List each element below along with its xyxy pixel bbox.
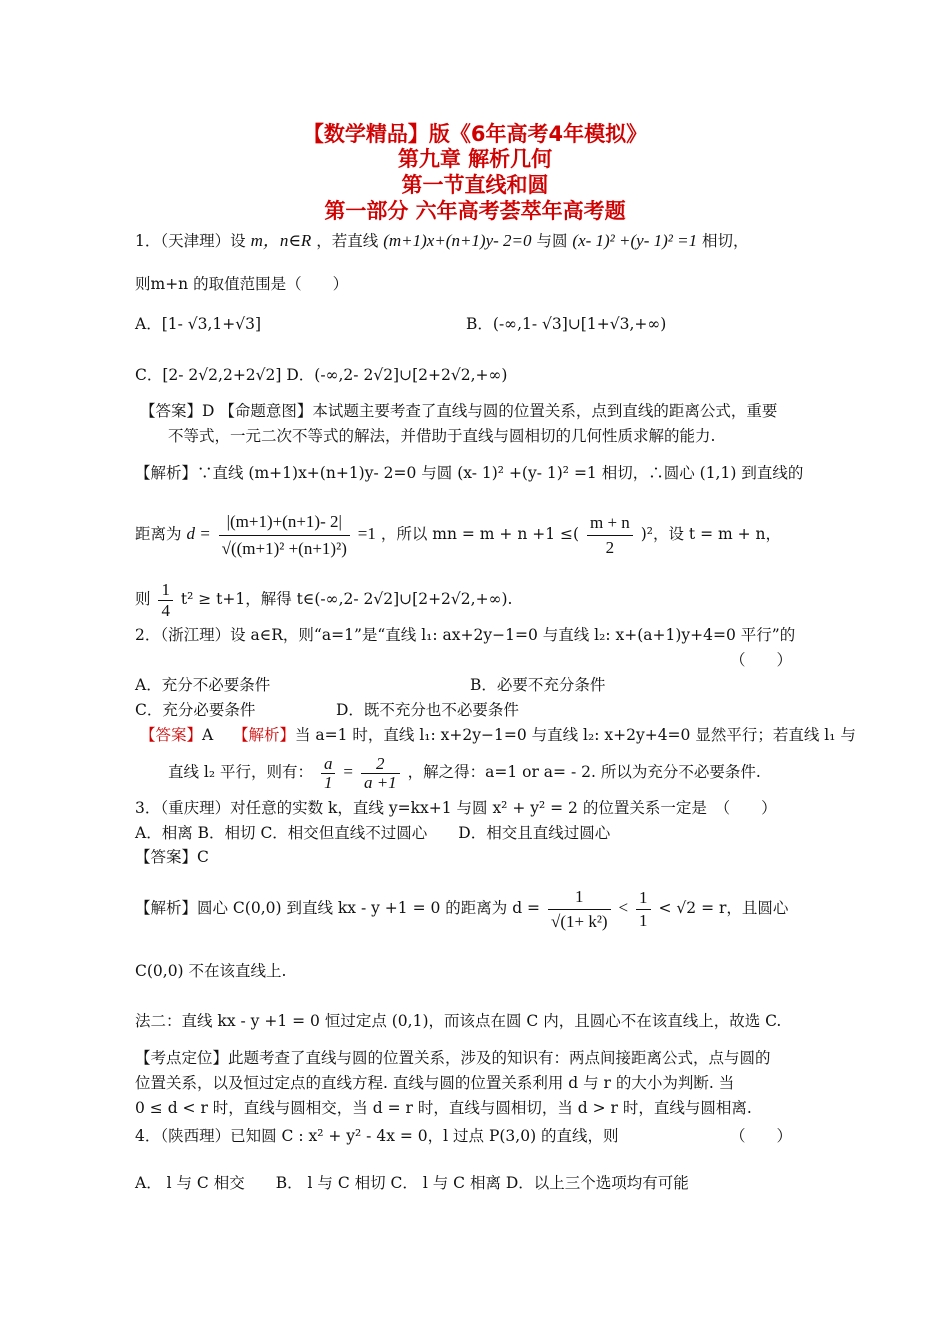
title-line-1: 【数学精品】版《6年高考4年模拟》 bbox=[302, 122, 648, 146]
q2-stem: 2．（浙江理）设 a∈R，则“a=1”是“直线 l₁: ax+2y−1=0 与直线 l₂: x+(a+1)y+4=0 平行”的 bbox=[135, 626, 796, 644]
q2-answer-tag: 【答案】 bbox=[140, 726, 203, 744]
fraction-denominator: 1 bbox=[323, 772, 333, 792]
q1-stem bbox=[135, 230, 749, 252]
q2-option-b: B．必要不充分条件 bbox=[470, 676, 606, 694]
q3-analysis1a: 【解析】圆心 C(0,0) 到直线 kx - y +1 = 0 的距离为 d = bbox=[135, 899, 541, 917]
q3-answer: 【答案】C bbox=[135, 848, 209, 866]
q1-line2: 则m+n 的取值范围是（ ） bbox=[135, 275, 349, 293]
q4-stem: 4．（陕西理）已知圆 C : x² + y² - 4x = 0，l 过点 P(3,0) 的直线，则 bbox=[135, 1127, 619, 1145]
q1-set-t: )²，设 t = m + n， bbox=[640, 525, 782, 543]
q1-half-fraction bbox=[587, 511, 633, 560]
q2-answer-line bbox=[140, 724, 856, 746]
fraction-numerator: 2 bbox=[361, 755, 400, 774]
fraction-numerator: 1 bbox=[636, 887, 651, 910]
q3-analysis-line2: C(0,0) 不在该直线上. bbox=[135, 962, 287, 980]
q2-option-a: A．充分不必要条件 bbox=[135, 676, 271, 694]
q3-method2: 法二：直线 kx - y +1 = 0 恒过定点 (0,1)，而该点在圆 C 内，且圆心不在该直线上，故选 C. bbox=[135, 1012, 782, 1030]
fraction-numerator: 1 bbox=[548, 885, 611, 910]
math-lt: < bbox=[618, 898, 629, 917]
q2-analysis2a: 直线 l₂ 平行，则有： bbox=[168, 763, 314, 781]
q2-answer-value: A bbox=[202, 726, 214, 744]
q1-option-a: A．[1- √3,1+√3] bbox=[135, 315, 262, 333]
q1-answer-line1: 【答案】D 【命题意图】本试题主要考查了直线与圆的位置关系，点到直线的距离公式，重要 bbox=[140, 402, 778, 420]
q3-options: A．相离 B．相切 C．相交但直线不过圆心 D．相交且直线过圆心 bbox=[135, 824, 611, 842]
q2-fraction-a bbox=[321, 755, 336, 792]
title-line-3: 第一节直线和圆 bbox=[401, 173, 549, 197]
q3-keypoint-line1: 【考点定位】此题考查了直线与圆的位置关系，涉及的知识有：两点间接距离公式，点与圆的 bbox=[135, 1049, 771, 1067]
q3-stem: 3．（重庆理）对任意的实数 k，直线 y=kx+1 与圆 x² + y² = 2 的位置关系一定是 （ ） bbox=[135, 799, 777, 817]
q2-analysis-tag: 【解析】 bbox=[232, 726, 295, 744]
fraction-denominator: √((m+1)² +(n+1)²) bbox=[221, 538, 347, 558]
q2-fraction-b bbox=[361, 755, 400, 792]
q1-stem-c: 与圆 bbox=[536, 232, 568, 250]
q1-stem-b: ，若直线 bbox=[316, 232, 379, 250]
q1-analysis-line1: 【解析】∵直线 (m+1)x+(n+1)y- 2=0 与圆 (x- 1)² +(y- 1)² =1 相切，∴圆心 (1,1) 到直线的 bbox=[135, 464, 804, 482]
fraction-numerator: m + n bbox=[587, 511, 633, 536]
q1-analysis-line2 bbox=[135, 506, 781, 562]
q4-paren: （ ） bbox=[730, 1127, 793, 1145]
q1-answer-line2: 不等式，一元二次不等式的解法，并借助于直线与圆相切的几何性质求解的能力. bbox=[168, 427, 716, 445]
q2-option-c: C．充分必要条件 bbox=[135, 701, 256, 719]
title-line-2: 第九章 解析几何 bbox=[397, 147, 553, 171]
q3-distance-fraction bbox=[548, 885, 611, 934]
q1-option-b: B．(-∞,1- √3]∪[1+√3,+∞) bbox=[466, 315, 667, 333]
q1-distance-fraction bbox=[219, 509, 350, 562]
math-eq-sign: = bbox=[343, 762, 353, 781]
fraction-numerator: a bbox=[321, 755, 336, 774]
q1-solution: t² ≥ t+1，解得 t∈(-∞,2- 2√2]∪[2+2√2,+∞). bbox=[180, 590, 513, 608]
title-line-4: 第一部分 六年高考荟萃年高考题 bbox=[324, 199, 626, 223]
q2-analysis2b: ，解之得：a=1 or a= - 2. 所以为充分不必要条件. bbox=[407, 763, 761, 781]
fraction-denominator: a +1 bbox=[363, 772, 397, 792]
math-mn: m，n∈R bbox=[250, 231, 312, 250]
q1-quarter-fraction bbox=[158, 580, 173, 621]
fraction-denominator: 2 bbox=[605, 537, 615, 557]
q3-one-fraction bbox=[636, 887, 651, 932]
fraction-numerator: 1 bbox=[158, 580, 173, 601]
q1-stem-a: 1．（天津理）设 bbox=[135, 232, 246, 250]
q1-stem-d: 相切， bbox=[702, 232, 749, 250]
q2-analysis-line2 bbox=[168, 752, 761, 792]
math-circle: (x- 1)² +(y- 1)² =1 bbox=[572, 231, 698, 250]
fraction-numerator: |(m+1)+(n+1)- 2| bbox=[219, 509, 350, 536]
math-d-eq: d = bbox=[186, 524, 211, 543]
q3-keypoint-line2: 位置关系，以及恒过定点的直线方程. 直线与圆的位置关系利用 d 与 r 的大小为判断. 当 bbox=[135, 1074, 735, 1092]
q1-analysis-line3 bbox=[135, 577, 512, 621]
q2-analysis-text: 当 a=1 时，直线 l₁: x+2y−1=0 与直线 l₂: x+2y+4=0 显然平行；若直线 l₁ 与 bbox=[294, 726, 856, 744]
q1-inequality: ，所以 mn = m + n +1 ≤( bbox=[380, 525, 580, 543]
q4-options: A． l 与 C 相交 B． l 与 C 相切 C． l 与 C 相离 D．以上三个选项均有可能 bbox=[135, 1174, 689, 1192]
fraction-denominator: 4 bbox=[161, 600, 170, 620]
math-eq1: =1 bbox=[357, 524, 376, 543]
q3-analysis-line1 bbox=[135, 884, 788, 934]
math-line: (m+1)x+(n+1)y- 2=0 bbox=[383, 231, 532, 250]
q1-option-cd: C．[2- 2√2,2+2√2] D．(-∞,2- 2√2]∪[2+2√2,+∞) bbox=[135, 366, 508, 384]
fraction-denominator: 1 bbox=[639, 910, 648, 930]
fraction-denominator: √(1+ k²) bbox=[550, 911, 608, 931]
q1-distance-label: 距离为 bbox=[135, 525, 182, 543]
q3-keypoint-line3: 0 ≤ d < r 时，直线与圆相交，当 d = r 时，直线与圆相切，当 d > r 时，直线与圆相离. bbox=[135, 1099, 752, 1117]
q2-option-d: D．既不充分也不必要条件 bbox=[336, 701, 519, 719]
q1-then: 则 bbox=[135, 590, 151, 608]
q3-analysis1b: < √2 = r，且圆心 bbox=[658, 899, 789, 917]
q2-paren: （ ） bbox=[730, 651, 793, 669]
